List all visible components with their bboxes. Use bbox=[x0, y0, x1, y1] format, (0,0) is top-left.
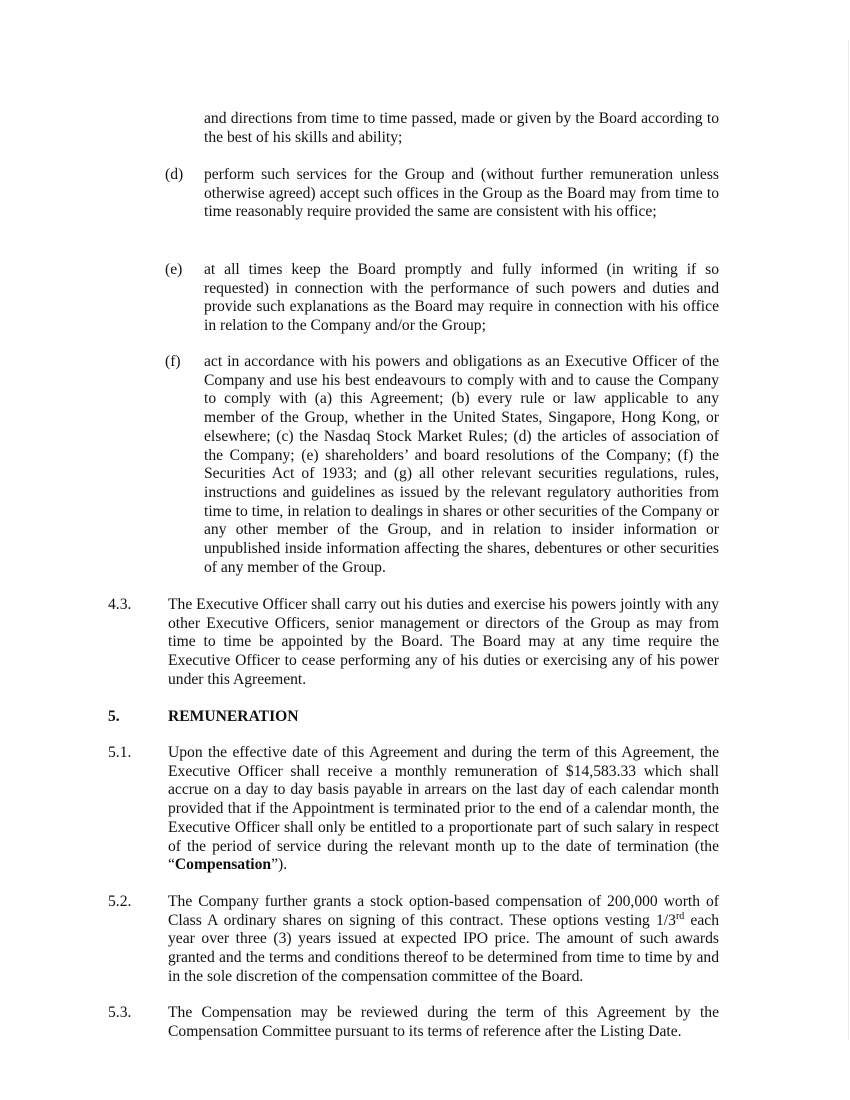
continuation-paragraph: and directions from time to time passed, made or given by the Board according to the best of his skills and ability; bbox=[204, 110, 719, 146]
subclause-text: act in accordance with his powers and obligations as an Executive Officer of the Company and use his best endeavours to comply with and to cause the Company to comply with (a) this Agreement; (b) every rule or law applicable to any member of the Group, whether in the United States, Singapore, Hong Kong, or elsewhere; (c) the Nasdaq Stock Market Rules; (d) the articles of association of the Company; (e) shareholders’ and board resolutions of the Company; (f) the Securities Act of 1933; and (g) all other relevant securities regulations, rules, instructions and guidelines as issued by the relevant regulatory authorities from time to time, in relation to dealings in shares or other securities of the Company or any other member of the Group, and in relation to insider information or unpublished inside information affecting the shares, debentures or other securities of any member of the Group. bbox=[204, 353, 719, 576]
superscript: rd bbox=[675, 910, 685, 922]
clause-number: 5.1. bbox=[108, 744, 132, 761]
clause-number: 5.3. bbox=[108, 1004, 132, 1021]
section-number: 5. bbox=[108, 708, 120, 725]
subclause-label: (f) bbox=[165, 353, 181, 370]
clause-text-part: Upon the effective date of this Agreement and during the term of this Agreement, the Executive Officer shall receive a monthly remuneration of $14,583.33 which shall accrue on a day to day basis payable in arrears on the last day of each calendar month provided that if the Appointment is terminated prior to the end of a calendar month, the Executive Officer shall only be entitled to a proportionate part of such salary in respect of the period of service during the relevant month up to the date of termination (the “ bbox=[168, 744, 719, 874]
subclause-label: (e) bbox=[165, 261, 183, 278]
clause-number: 4.3. bbox=[108, 596, 132, 613]
defined-term: Compensation bbox=[174, 856, 272, 874]
subclause-text: at all times keep the Board promptly and fully informed (in writing if so requested) in connection with the performance of such powers and duties and provide such explanations as the Board may require in connection with his office in relation to the Company and/or the Group; bbox=[204, 261, 719, 335]
clause-number: 5.2. bbox=[108, 893, 132, 910]
subclause-text: perform such services for the Group and (without further remuneration unless otherwise agreed) accept such offices in the Group as the Board may from time to time reasonably require provided the same are consistent with his office; bbox=[204, 166, 719, 221]
clause-text-part: ”). bbox=[271, 856, 288, 874]
clause-text-part: each year over three (3) years issued at expected IPO price. The amount of such awards granted and the terms and conditions thereof to be determined from time to time by and in the sole discretion of the compensation committee of the Board. bbox=[168, 911, 719, 985]
clause-text bbox=[168, 893, 719, 987]
clause-text bbox=[168, 744, 719, 875]
subclause-label: (d) bbox=[165, 166, 184, 183]
section-title: REMUNERATION bbox=[168, 708, 299, 725]
clause-text: The Executive Officer shall carry out his duties and exercise his powers jointly with any other Executive Officers, senior management or directors of the Group as may from time to time be appointed by the Board. The Board may at any time require the Executive Officer to cease performing any of his duties or exercising any of his power under this Agreement. bbox=[168, 596, 719, 688]
scan-edge-line bbox=[848, 40, 849, 1040]
clause-text-part: The Company further grants a stock option-based compensation of 200,000 worth of Class A ordinary shares on signing of this contract. These options vesting 1/3 bbox=[168, 893, 719, 929]
clause-text: The Compensation may be reviewed during the term of this Agreement by the Compensation Committee pursuant to its terms of reference after the Listing Date. bbox=[168, 1004, 719, 1040]
